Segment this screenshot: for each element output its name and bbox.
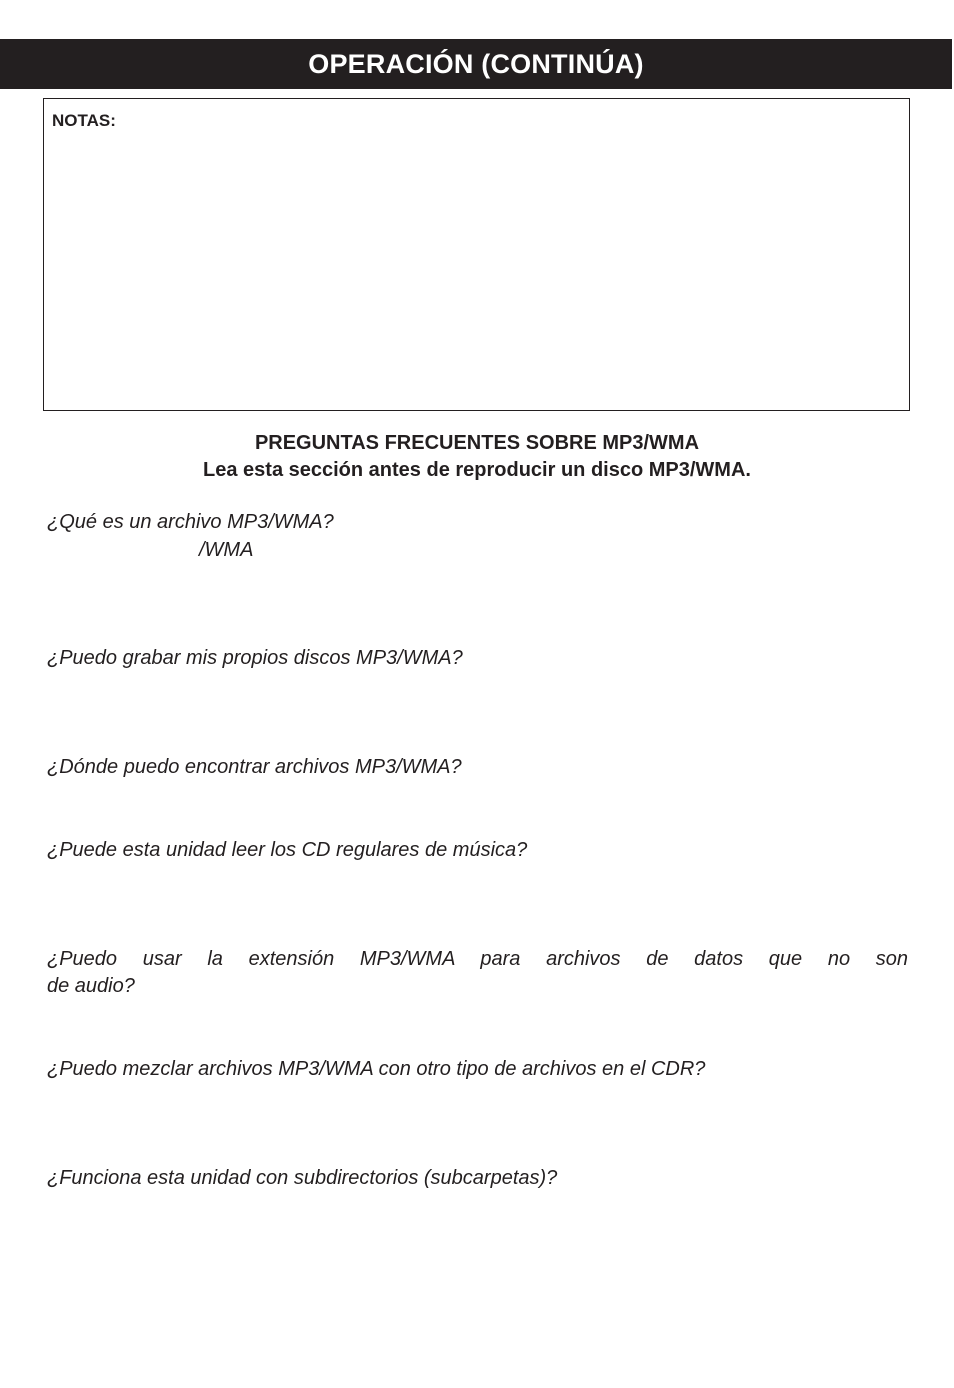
faq-question-1: ¿Qué es un archivo MP3/WMA? (47, 511, 334, 533)
notes-box (43, 98, 910, 411)
faq-question-5-line-1: ¿Puedo usar la extensión MP3/WMA para archivos de datos que no son (47, 948, 908, 970)
faq-question-2: ¿Puedo grabar mis propios discos MP3/WMA? (47, 647, 463, 669)
faq-question-5 (47, 946, 908, 1000)
faq-question-5-line-2: de audio? (47, 975, 135, 997)
faq-question-7: ¿Funciona esta unidad con subdirectorios (subcarpetas)? (47, 1167, 558, 1189)
faq-answer-fragment-1: /WMA (199, 539, 254, 561)
page-title: OPERACIÓN (CONTINÚA) (308, 48, 644, 79)
faq-subheading: Lea esta sección antes de reproducir un disco MP3/WMA. (203, 459, 751, 481)
page-header-bar (0, 39, 952, 89)
faq-heading: PREGUNTAS FRECUENTES SOBRE MP3/WMA (254, 432, 700, 454)
faq-question-6: ¿Puedo mezclar archivos MP3/WMA con otro tipo de archivos en el CDR? (47, 1058, 706, 1080)
faq-question-3: ¿Dónde puedo encontrar archivos MP3/WMA? (47, 756, 462, 778)
faq-question-4: ¿Puede esta unidad leer los CD regulares de música? (47, 839, 528, 861)
notes-label: NOTAS: (52, 111, 116, 130)
